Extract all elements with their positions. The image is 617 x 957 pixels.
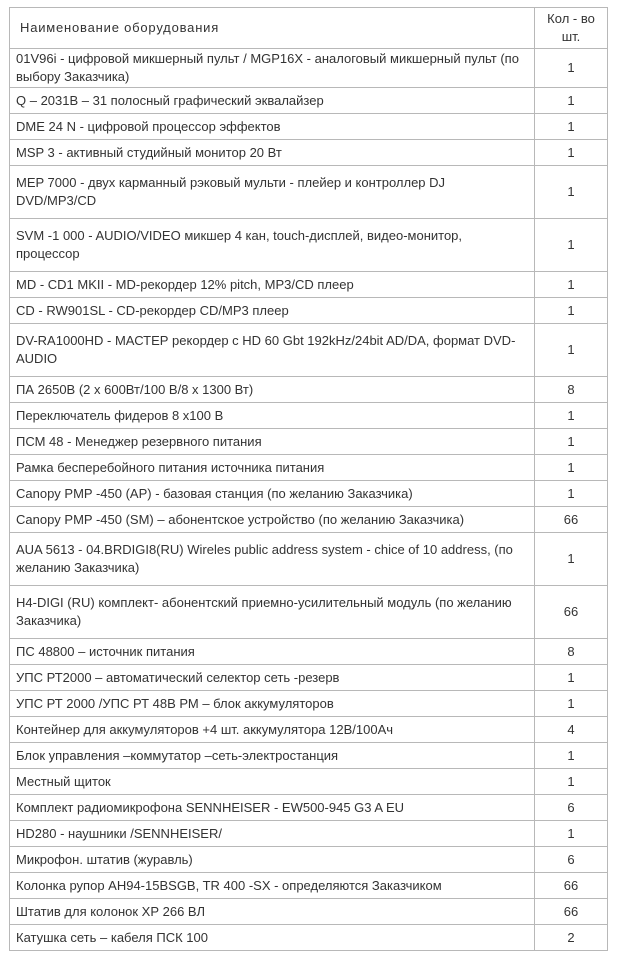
table-row <box>10 429 608 455</box>
quantity-cell: 1 <box>535 821 608 847</box>
table-row <box>10 403 608 429</box>
equipment-name-cell: CD - RW901SL - CD-рекордер CD/MP3 плеер <box>10 298 535 324</box>
table-row <box>10 873 608 899</box>
equipment-name-cell: SVM -1 000 - AUDIO/VIDEO микшер 4 кан, touch-дисплей, видео-монитор, процессор <box>10 219 535 272</box>
equipment-name-cell: 01V96i - цифровой микшерный пульт / MGP16X - аналоговый микшерный пульт (по выбору Заказчика) <box>10 49 535 88</box>
quantity-cell: 1 <box>535 272 608 298</box>
table-row <box>10 665 608 691</box>
quantity-cell: 1 <box>535 140 608 166</box>
header-quantity: Кол - во шт. <box>535 8 608 49</box>
quantity-cell: 66 <box>535 586 608 639</box>
quantity-cell: 1 <box>535 49 608 88</box>
quantity-cell: 1 <box>535 219 608 272</box>
equipment-name-cell: УПС РТ 2000 /УПС РТ 48В РМ – блок аккумуляторов <box>10 691 535 717</box>
equipment-table <box>9 7 608 951</box>
quantity-cell: 1 <box>535 533 608 586</box>
equipment-name-cell: Рамка бесперебойного питания источника питания <box>10 455 535 481</box>
equipment-name-cell: Q – 2031В – 31 полосный графический эквалайзер <box>10 88 535 114</box>
quantity-cell: 1 <box>535 743 608 769</box>
table-row <box>10 140 608 166</box>
quantity-cell: 66 <box>535 873 608 899</box>
table-row <box>10 743 608 769</box>
quantity-cell: 66 <box>535 899 608 925</box>
quantity-cell: 4 <box>535 717 608 743</box>
quantity-cell: 66 <box>535 507 608 533</box>
quantity-cell: 1 <box>535 298 608 324</box>
table-row <box>10 377 608 403</box>
equipment-name-cell: Блок управления –коммутатор –сеть-электростанция <box>10 743 535 769</box>
equipment-name-cell: Комплект радиомикрофона SENNHEISER - EW500-945 G3 A EU <box>10 795 535 821</box>
table-row <box>10 899 608 925</box>
quantity-cell: 1 <box>535 691 608 717</box>
equipment-name-cell: ПА 2650В (2 х 600Вт/100 В/8 х 1300 Вт) <box>10 377 535 403</box>
equipment-name-cell: H4-DIGI (RU) комплект- абонентский приемно-усилительный модуль (по желанию Заказчика) <box>10 586 535 639</box>
table-row <box>10 769 608 795</box>
table-row <box>10 717 608 743</box>
equipment-name-cell: Колонка рупор AH94-15BSGB, TR 400 -SX - определяются Заказчиком <box>10 873 535 899</box>
quantity-cell: 1 <box>535 665 608 691</box>
equipment-name-cell: DV-RA1000HD - МАСТЕР рекордер с HD 60 Gbt 192kHz/24bit AD/DA, формат DVD-AUDIO <box>10 324 535 377</box>
quantity-cell: 8 <box>535 639 608 665</box>
table-row <box>10 795 608 821</box>
quantity-cell: 8 <box>535 377 608 403</box>
quantity-cell: 1 <box>535 88 608 114</box>
equipment-name-cell: HD280 - наушники /SENNHEISER/ <box>10 821 535 847</box>
equipment-name-cell: MEP 7000 - двух карманный рэковый мульти - плейер и контроллер DJ DVD/MP3/CD <box>10 166 535 219</box>
equipment-name-cell: Canopy PMP -450 (SM) – абонентское устройство (по желанию Заказчика) <box>10 507 535 533</box>
table-row <box>10 298 608 324</box>
quantity-cell: 1 <box>535 403 608 429</box>
table-row <box>10 88 608 114</box>
equipment-name-cell: Катушка сеть – кабеля ПСК 100 <box>10 925 535 951</box>
quantity-cell: 1 <box>535 114 608 140</box>
header-equipment-name: Наименование оборудования <box>10 8 535 49</box>
equipment-name-cell: Штатив для колонок ХР 266 ВЛ <box>10 899 535 925</box>
table-row <box>10 272 608 298</box>
table-row <box>10 847 608 873</box>
quantity-cell: 1 <box>535 429 608 455</box>
quantity-cell: 1 <box>535 769 608 795</box>
quantity-cell: 1 <box>535 455 608 481</box>
table-row <box>10 481 608 507</box>
table-row <box>10 455 608 481</box>
quantity-cell: 6 <box>535 795 608 821</box>
equipment-name-cell: Контейнер для аккумуляторов +4 шт. аккумулятора 12В/100Ач <box>10 717 535 743</box>
equipment-name-cell: AUA 5613 - 04.BRDIGI8(RU) Wireles public address system - chice of 10 address, (по желанию Заказчика) <box>10 533 535 586</box>
equipment-name-cell: Переключатель фидеров 8 х100 В <box>10 403 535 429</box>
quantity-cell: 6 <box>535 847 608 873</box>
table-row <box>10 114 608 140</box>
equipment-name-cell: Canopy PMP -450 (AP) - базовая станция (по желанию Заказчика) <box>10 481 535 507</box>
equipment-name-cell: ПСМ 48 - Менеджер резервного питания <box>10 429 535 455</box>
equipment-name-cell: MD - CD1 MKII - MD-рекордер 12% pitch, MP3/CD плеер <box>10 272 535 298</box>
table-row <box>10 533 608 586</box>
quantity-cell: 1 <box>535 324 608 377</box>
quantity-cell: 2 <box>535 925 608 951</box>
table-row <box>10 691 608 717</box>
table-row <box>10 586 608 639</box>
equipment-name-cell: Микрофон. штатив (журавль) <box>10 847 535 873</box>
quantity-cell: 1 <box>535 166 608 219</box>
table-row <box>10 507 608 533</box>
table-row <box>10 821 608 847</box>
table-row <box>10 219 608 272</box>
table-row <box>10 639 608 665</box>
equipment-name-cell: MSP 3 - активный студийный монитор 20 Вт <box>10 140 535 166</box>
quantity-cell: 1 <box>535 481 608 507</box>
equipment-name-cell: УПС РТ2000 – автоматический селектор сеть -резерв <box>10 665 535 691</box>
equipment-name-cell: Местный щиток <box>10 769 535 795</box>
equipment-name-cell: ПС 48800 – источник питания <box>10 639 535 665</box>
equipment-table-container <box>9 7 608 951</box>
equipment-name-cell: DME 24 N - цифровой процессор эффектов <box>10 114 535 140</box>
table-header-row <box>10 8 608 49</box>
table-row <box>10 49 608 88</box>
table-row <box>10 925 608 951</box>
table-row <box>10 324 608 377</box>
table-row <box>10 166 608 219</box>
